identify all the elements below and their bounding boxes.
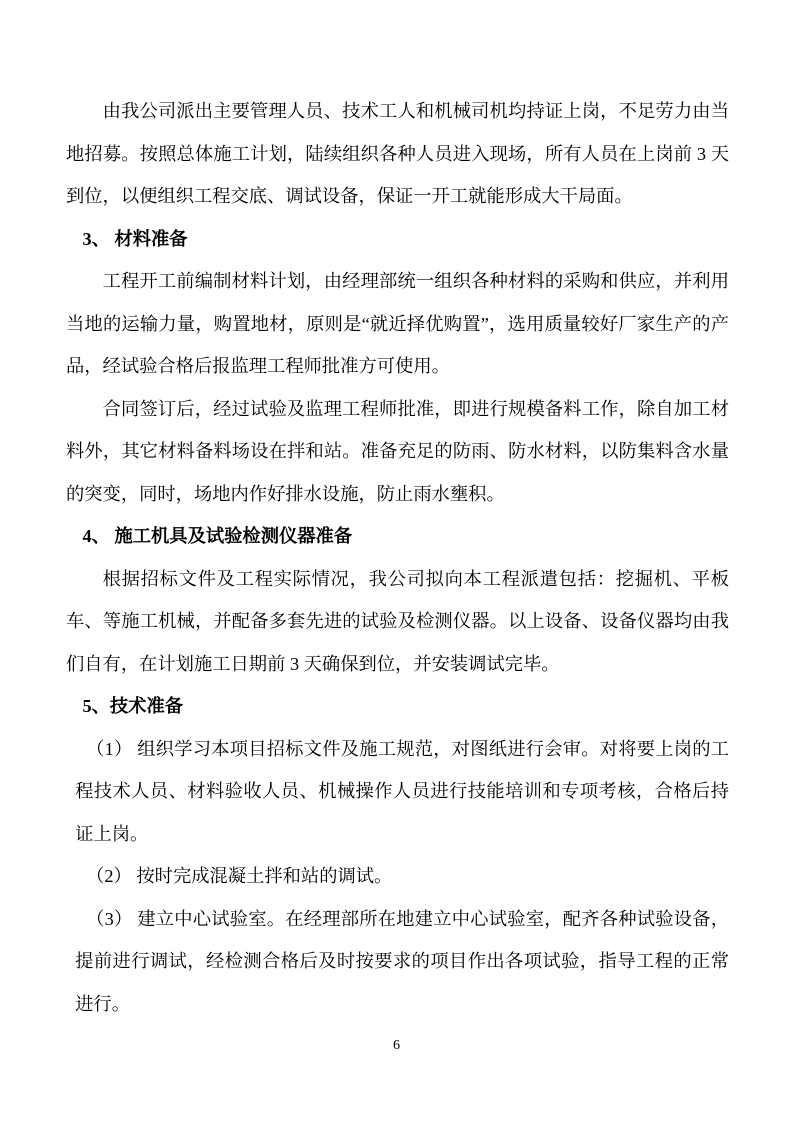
- section-heading: 4、 施工机具及试验检测仪器准备: [82, 526, 353, 546]
- paragraph: 合同签订后，经过试验及监理工程师批准，即进行规模备料工作，除自加工材料外，其它材料备料场设在拌和站。准备充足的防雨、防水材料，以防集料含水量的突变，同时，场地内作好排水设施，防止雨水壅积。: [66, 398, 729, 504]
- section-heading: 5、技术准备: [82, 696, 184, 716]
- paragraph: 根据招标文件及工程实际情况，我公司拟向本工程派遣包括：挖掘机、平板车、等施工机械，并配备多套先进的试验及检测仪器。以上设备、设备仪器均由我们自有，在计划施工日期前 3 天确保到位，并安装调试完毕。: [66, 568, 729, 674]
- page-number: 6: [393, 1038, 400, 1053]
- list-item: （1） 组织学习本项目招标文件及施工规范，对图纸进行会审。对将要上岗的工程技术人员、材料验收人员、机械操作人员进行技能培训和专项考核，合格后持证上岗。: [75, 738, 729, 844]
- section-heading: 3、 材料准备: [82, 228, 188, 249]
- document-body: [66, 90, 729, 1025]
- paragraph: 由我公司派出主要管理人员、技术工人和机械司机均持证上岗，不足劳力由当地招募。按照总体施工计划，陆续组织各种人员进入现场，所有人员在上岗前 3 天到位，以便组织工程交底、调试设备，保证一开工就能形成大干局面。: [66, 101, 729, 206]
- paragraph: 工程开工前编制材料计划，由经理部统一组织各种材料的采购和供应，并利用当地的运输力量，购置地材，原则是“就近择优购置”，选用质量较好厂家生产的产品，经试验合格后报监理工程师批准方可使用。: [66, 271, 729, 376]
- list-item: （3） 建立中心试验室。在经理部所在地建立中心试验室，配齐各种试验设备，提前进行调试，经检测合格后及时按要求的项目作出各项试验，指导工程的正常进行。: [75, 908, 729, 1014]
- list-item: （2） 按时完成混凝土拌和站的调试。: [86, 866, 393, 886]
